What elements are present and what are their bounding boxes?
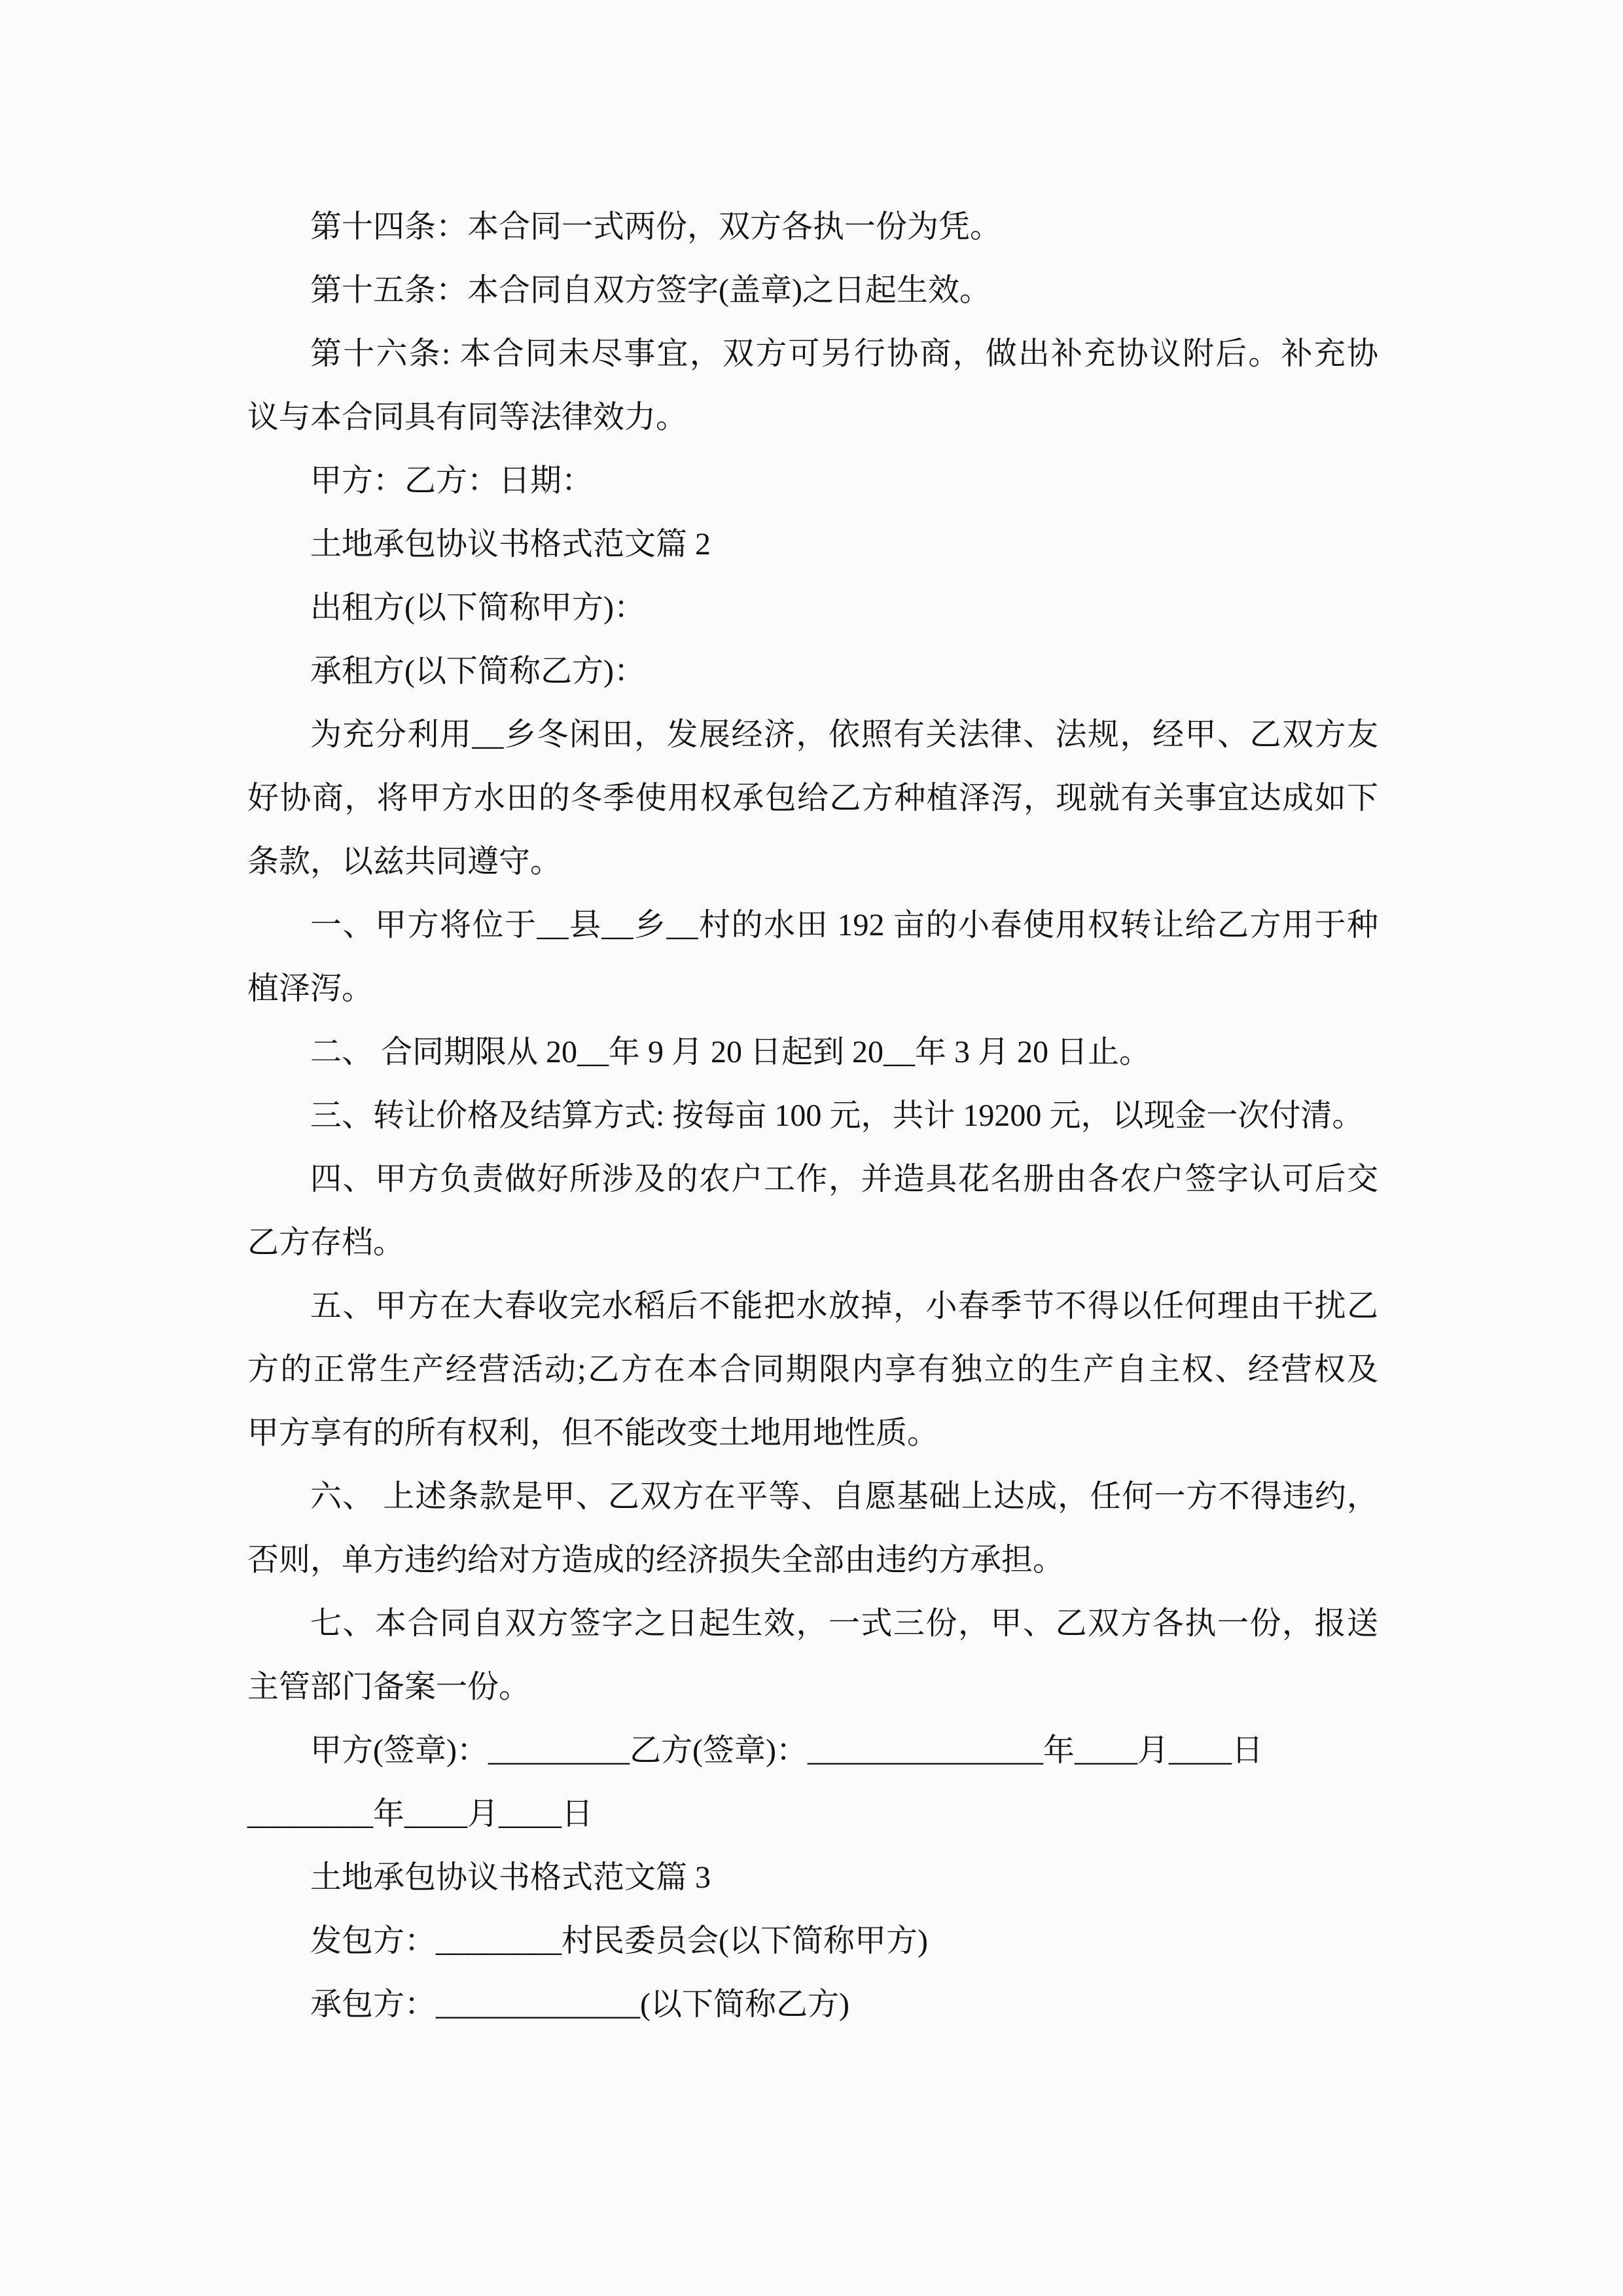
- text-line: 五、甲方在大春收完水稻后不能把水放掉，小春季节不得以任何理由干扰乙: [310, 1289, 1378, 1323]
- text-line: 第十四条：本合同一式两份，双方各执一份为凭。: [310, 209, 1002, 244]
- text-line: 条款，以兹共同遵守。: [247, 844, 562, 879]
- text-line: 出租方(以下简称甲方)：: [310, 590, 645, 625]
- text-line: 一、甲方将位于__县__乡__村的水田 192 亩的小春使用权转让给乙方用于种: [310, 908, 1378, 942]
- text-line: 承包方：_____________(以下简称乙方): [310, 1987, 849, 2022]
- document-body: [247, 195, 1378, 2036]
- text-line: 乙方存档。: [247, 1225, 405, 1260]
- text-line: 为充分利用__乡冬闲田，发展经济，依照有关法律、法规，经甲、乙双方友: [310, 717, 1378, 752]
- text-line: 方的正常生产经营活动;乙方在本合同期限内享有独立的生产自主权、经营权及: [247, 1352, 1378, 1387]
- text-line: 否则，单方违约给对方造成的经济损失全部由违约方承担。: [247, 1543, 1065, 1577]
- text-line: 植泽泻。: [247, 971, 374, 1006]
- text-line: 第十六条: 本合同未尽事宜，双方可另行协商，做出补充协议附后。补充协: [310, 336, 1378, 371]
- text-line: 二、 合同期限从 20__年 9 月 20 日起到 20__年 3 月 20 日止。: [310, 1035, 1151, 1069]
- text-line: 土地承包协议书格式范文篇 3: [310, 1860, 711, 1895]
- text-line: 土地承包协议书格式范文篇 2: [310, 527, 711, 562]
- text-line: 甲方：乙方：日期：: [310, 463, 594, 498]
- text-line: 甲方(签章)：_________乙方(签章)：_______________年____月____日: [310, 1733, 1263, 1768]
- text-line: 七、本合同自双方签字之日起生效，一式三份，甲、乙双方各执一份，报送: [310, 1606, 1378, 1641]
- text-line: 三、转让价格及结算方式: 按每亩 100 元，共计 19200 元，以现金一次付清。: [310, 1098, 1364, 1133]
- text-line: 六、 上述条款是甲、乙双方在平等、自愿基础上达成，任何一方不得违约，: [310, 1479, 1378, 1514]
- text-line: 好协商，将甲方水田的冬季使用权承包给乙方种植泽泻，现就有关事宜达成如下: [247, 781, 1378, 816]
- text-line: ________年____月____日: [247, 1797, 594, 1831]
- text-line: 承租方(以下简称乙方)：: [310, 654, 645, 689]
- text-line: 第十五条：本合同自双方签字(盖章)之日起生效。: [310, 273, 991, 308]
- text-line: 主管部门备案一份。: [247, 1670, 531, 1704]
- text-line: 甲方享有的所有权利，但不能改变土地用地性质。: [247, 1416, 939, 1450]
- text-line: 发包方：________村民委员会(以下简称甲方): [310, 1924, 928, 1958]
- text-line: 议与本合同具有同等法律效力。: [247, 400, 688, 435]
- text-line: 四、甲方负责做好所涉及的农户工作，并造具花名册由各农户签字认可后交: [310, 1162, 1378, 1196]
